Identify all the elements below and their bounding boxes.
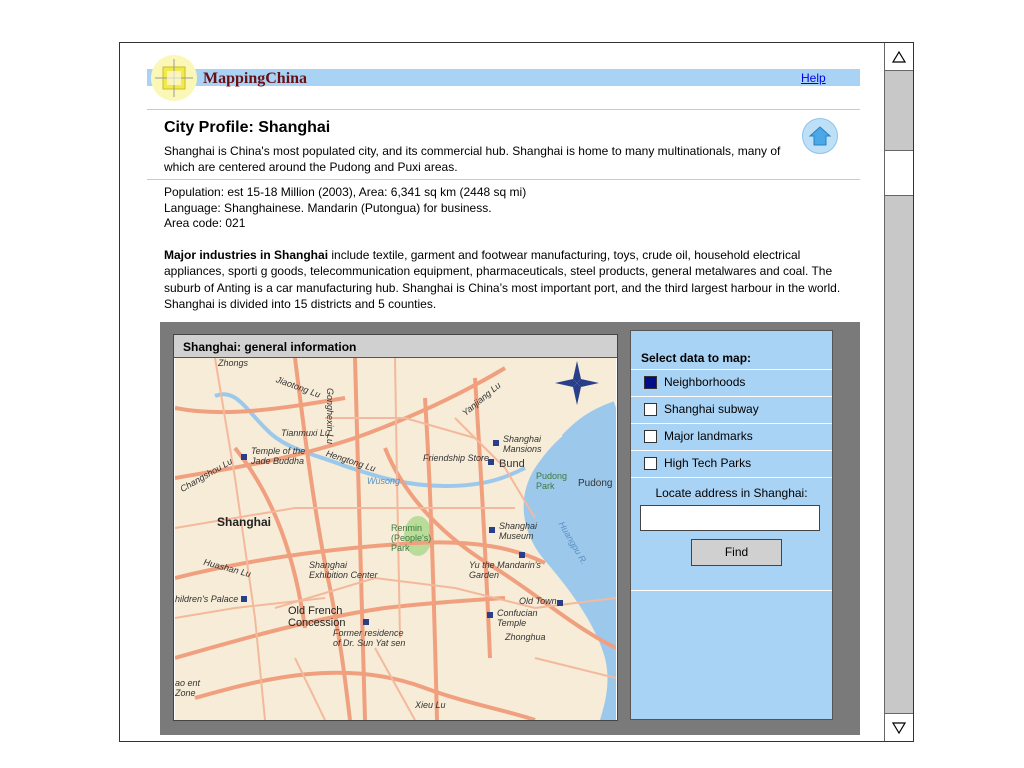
scroll-thumb[interactable]: [885, 150, 913, 196]
triangle-down-icon: [892, 722, 906, 734]
address-input[interactable]: [640, 505, 820, 531]
map-label: Huangpu R.: [556, 519, 590, 567]
divider: [631, 477, 832, 478]
city-facts: [164, 185, 526, 232]
browser-window: [119, 42, 914, 742]
divider: [147, 179, 860, 180]
page-title: City Profile: Shanghai: [164, 119, 331, 136]
map-label: Bund: [499, 458, 525, 470]
divider: [147, 109, 860, 110]
industries-text: include textile, garment and footwear manufacturing, toys, crude oil, household electrical appliances, sporti g goods, telecommunication equipment, pharmaceuticals, steel products, general metalwares and coal. The suburb of Anting is a car manufacturing hub. Shanghai is China’s most important port, and the third largest harbour in the world. Shanghai is divided into 15 districts and 5 counties.: [164, 248, 841, 311]
map-label: Hengtong Lu: [324, 448, 377, 474]
map-label: Old French Concession: [288, 605, 346, 629]
map-label: Huashan Lu: [202, 556, 253, 580]
map-label: hildren's Palace: [175, 594, 239, 604]
intro-text: Shanghai is China's most populated city, and its commercial hub. Shanghai is home to many multinationals, many of which are centered around the Pudong and Puxi areas.: [164, 144, 781, 174]
option-label: Shanghai subway: [664, 402, 759, 416]
map-label: Shanghai Mansions: [503, 434, 542, 454]
map-label: Zhongs: [218, 358, 249, 368]
help-link[interactable]: Help: [801, 71, 826, 85]
option-label: Major landmarks: [664, 429, 753, 443]
scroll-up-button[interactable]: [885, 43, 913, 71]
map-label: Pudong Park: [536, 471, 568, 491]
map-label: Changshou Lu: [178, 456, 235, 494]
map-title: Shanghai: general information: [174, 335, 617, 358]
map-label: Xieu Lu: [415, 700, 446, 710]
home-icon: [808, 124, 832, 148]
map-frame: [160, 322, 860, 735]
brand-name: MappingChina: [203, 70, 308, 87]
map-label: ao ent Zone: [175, 678, 201, 698]
map-label: Pudong: [578, 478, 613, 489]
map-label: Shanghai: [217, 515, 272, 529]
find-button[interactable]: Find: [691, 539, 782, 566]
map-label: Gonghexin Lu: [325, 388, 335, 445]
map-label: Shanghai Exhibition Center: [309, 560, 378, 580]
map-label: Jiaotong Lu: [274, 374, 322, 400]
triangle-up-icon: [892, 51, 906, 63]
option-neighborhoods[interactable]: [631, 369, 832, 395]
option-tech-parks[interactable]: [631, 450, 832, 476]
industries-heading: Major industries in Shanghai: [164, 248, 329, 262]
map-label: Renmin (People's) Park: [391, 523, 432, 553]
map-label: Shanghai Museum: [499, 521, 538, 541]
divider: [631, 590, 832, 591]
logo-icon: [151, 55, 197, 101]
option-label: High Tech Parks: [664, 456, 752, 470]
map-label: Yanjiang Lu: [460, 380, 503, 418]
option-subway[interactable]: [631, 396, 832, 422]
home-button[interactable]: [802, 118, 838, 154]
city-map[interactable]: [175, 358, 616, 720]
fact-area-code: Area code: 021: [164, 216, 246, 230]
map-label: Former residence of Dr. Sun Yat sen: [333, 628, 406, 648]
scroll-down-button[interactable]: [885, 713, 913, 741]
fact-population: Population: est 15-18 Million (2003), Area: 6,341 sq km (2448 sq mi): [164, 185, 527, 199]
locate-label: Locate address in Shanghai:: [655, 486, 808, 500]
vertical-scrollbar[interactable]: [884, 43, 913, 741]
neighborhoods-checkbox[interactable]: [644, 376, 657, 389]
map-label: Tianmuxi Lu: [281, 428, 330, 438]
map-label: Wusong: [367, 476, 401, 486]
subway-checkbox[interactable]: [644, 403, 657, 416]
fact-language: Language: Shanghainese. Mandarin (Putongua) for business.: [164, 200, 492, 215]
tech-parks-checkbox[interactable]: [644, 457, 657, 470]
map-label: Zhonghua: [505, 632, 546, 642]
landmarks-checkbox[interactable]: [644, 430, 657, 443]
map-label: Temple of the Jade Buddha: [251, 446, 306, 466]
industries-paragraph: [164, 247, 864, 312]
map-label: Friendship Store: [423, 453, 490, 463]
controls-heading: Select data to map:: [641, 351, 752, 365]
map-panel: [173, 334, 618, 721]
map-label: Yu the Mandarin's Garden: [469, 560, 541, 580]
option-landmarks[interactable]: [631, 423, 832, 449]
map-controls: [630, 330, 833, 720]
map-label: Confucian Temple: [497, 608, 538, 628]
option-label: Neighborhoods: [664, 375, 746, 389]
map-label: Old Town: [519, 596, 557, 606]
